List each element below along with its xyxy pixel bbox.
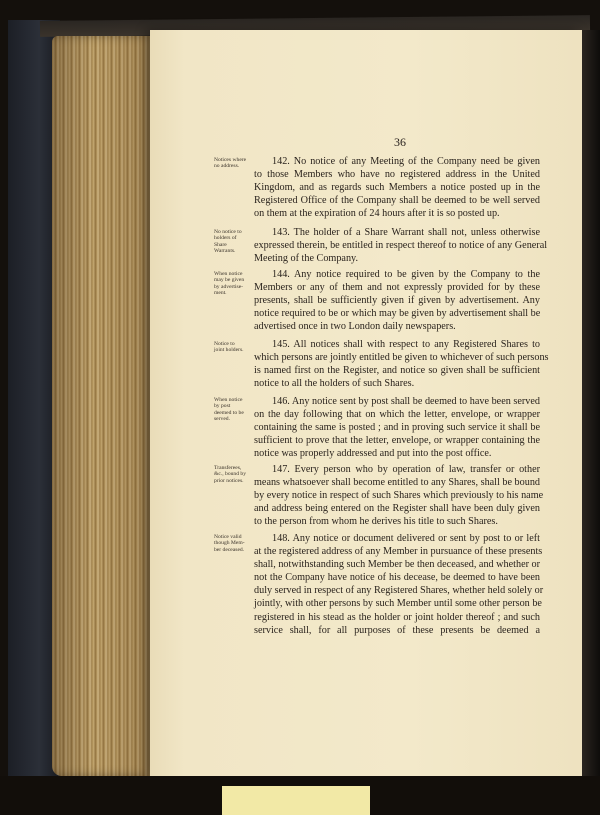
text-line: advertised once in two London daily newspapers. <box>254 321 456 333</box>
text-line: on them at the expiration of 24 hours after it is so posted up. <box>254 208 500 220</box>
paragraph-147 <box>254 463 544 528</box>
text-line: notice required to be or which may be given by advertisement shall be <box>254 308 541 320</box>
text-line: duly served in respect of any Registered Shares, whether held solely or <box>254 585 544 597</box>
text-line: Members or any of them and not expressly provided for by these <box>254 282 540 294</box>
paragraph-142 <box>254 155 540 220</box>
margin-note: When notice may be given by advertise- ment. <box>214 271 245 297</box>
text-line: notice was properly addressed and put into the post office. <box>254 448 492 460</box>
text-line: service shall, for all purposes of these presents be deemed a <box>254 624 540 636</box>
text-line: and address being entered on the Register shall have been duly given <box>254 503 540 515</box>
text-line: which persons are jointly entitled be given to whichever of such persons <box>254 352 549 364</box>
margin-note: Notice to joint holders. <box>214 341 244 354</box>
paragraph-143 <box>254 226 548 265</box>
text-line: jointly, with other persons by such Member until some other person be <box>254 598 542 610</box>
text-line: 142. No notice of any Meeting of the Company need be given <box>272 156 540 167</box>
paragraph-144 <box>254 268 540 333</box>
margin-note: Transferees, &c., bound by prior notices. <box>214 465 247 484</box>
paper-tag <box>222 786 370 815</box>
text-line: to the person from whom he derives his title to such Shares. <box>254 516 498 528</box>
text-line: containing the same is posted ; and in proving such service it shall be <box>254 422 540 434</box>
text-line: expressed therein, be entitled in respect thereof to notice of any General <box>254 240 548 252</box>
paragraph-146 <box>254 395 540 460</box>
text-line: 146. Any notice sent by post shall be deemed to have been served <box>272 396 540 407</box>
text-line: registered in his stead as the holder or joint holder thereof ; and such <box>254 611 540 623</box>
book-cover-right <box>582 30 600 790</box>
page-number: 36 <box>394 135 406 149</box>
text-line: to those Members who have no registered address in the United <box>254 169 540 181</box>
margin-note: Notices where no address. <box>214 157 247 170</box>
paragraph-145 <box>254 338 549 390</box>
margin-note: Notice valid though Mem- ber deceased. <box>214 534 245 553</box>
text-line: Registered Office of the Company shall be deemed to be well served <box>254 195 540 207</box>
text-line: Meeting of the Company. <box>254 253 359 265</box>
text-line: on the day following that on which the letter, envelope, or wrapper <box>254 409 540 421</box>
text-line: means whatsoever shall become entitled to any Shares, shall be bound <box>254 477 541 489</box>
text-line: 148. Any notice or document delivered or sent by post to or left <box>272 533 540 544</box>
margin-note: When notice by post deemed to be served. <box>214 397 244 423</box>
text-line: Kingdom, and as regards such Members a notice posted up in the <box>254 182 540 194</box>
text-line: shall, notwithstanding such Member be then deceased, and whether or <box>254 559 541 571</box>
text-line: is named first on the Register, and notice so given shall be sufficient <box>254 365 540 377</box>
paragraph-148 <box>254 532 544 637</box>
margin-note: No notice to holders of Share Warrants. <box>214 229 242 255</box>
text-line: not the Company have notice of his decease, be deemed to have been <box>254 572 540 584</box>
text-line: 147. Every person who by operation of law, transfer or other <box>272 464 540 475</box>
text-line: by every notice in respect of such Shares which previously to his name <box>254 490 544 502</box>
text-line: 144. Any notice required to be given by the Company to the <box>272 269 540 280</box>
text-line: notice to all the holders of such Shares. <box>254 378 415 390</box>
text-line: 143. The holder of a Share Warrant shall not, unless otherwise <box>272 227 540 238</box>
text-line: 145. All notices shall with respect to any Registered Shares to <box>272 339 540 350</box>
text-line: presents, shall be sufficiently given if given by advertisement. Any <box>254 295 540 307</box>
page-edges-shade <box>52 36 156 776</box>
text-line: sufficient to prove that the letter, envelope, or wrapper containing the <box>254 435 540 447</box>
text-line: at the registered address of any Member in pursuance of these presents <box>254 546 543 558</box>
